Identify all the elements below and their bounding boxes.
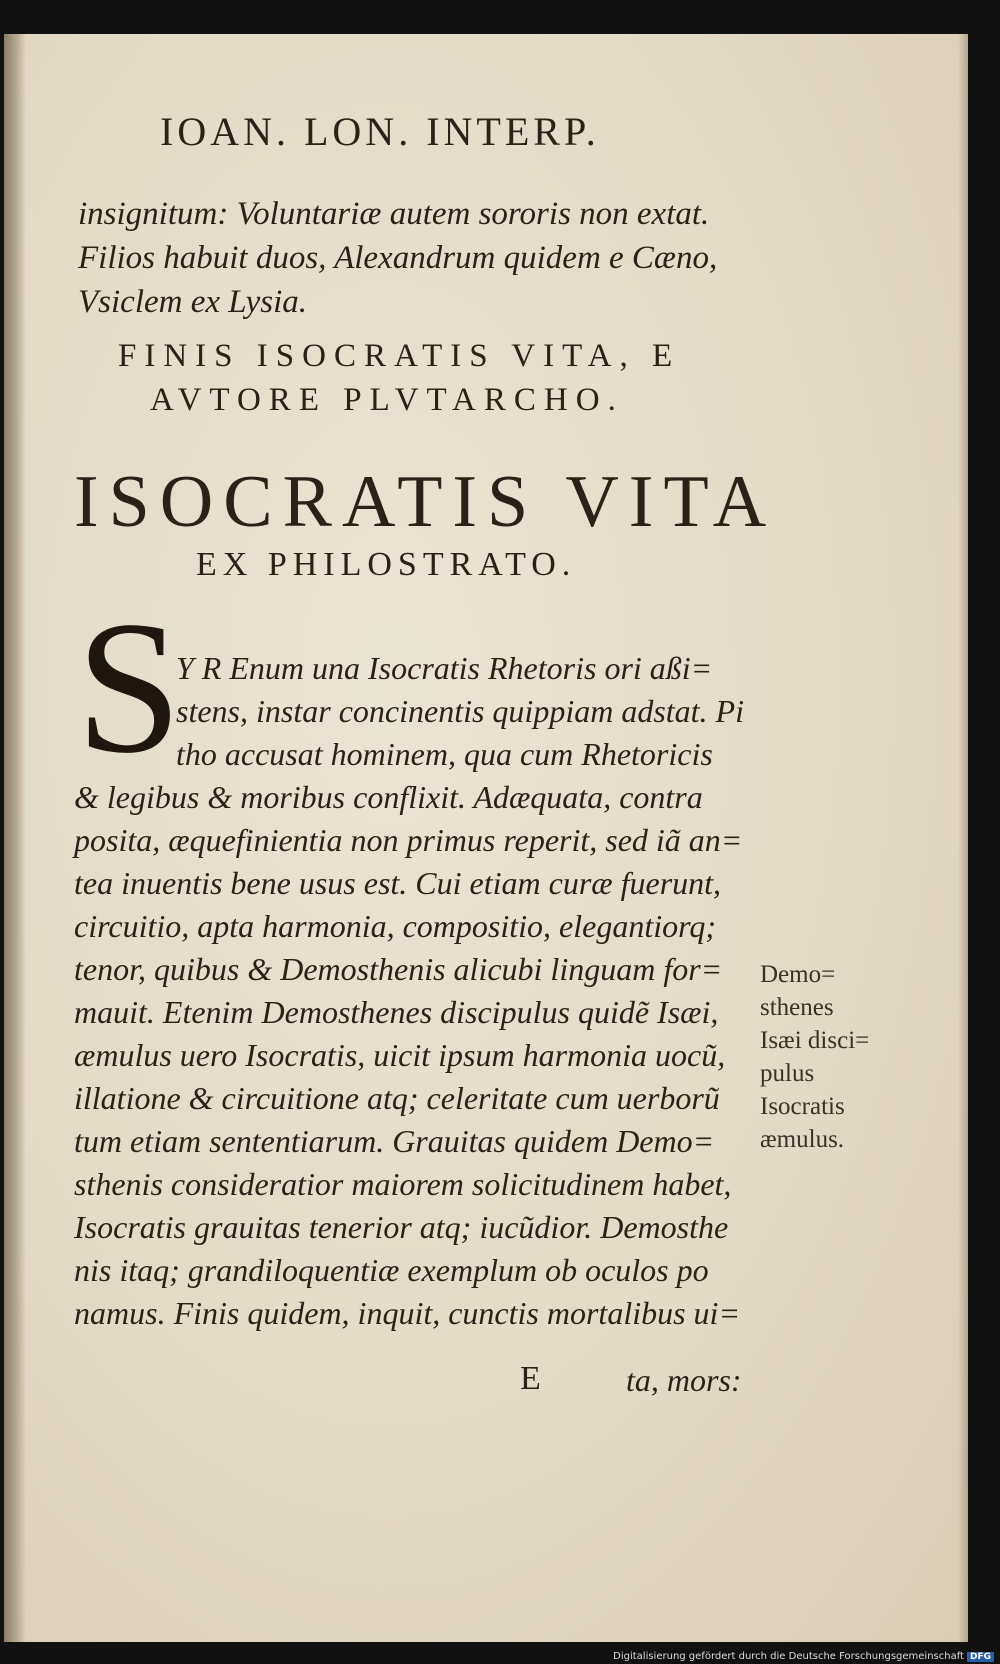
- margin-note-line: pulus: [760, 1060, 815, 1087]
- body-line: tenor, quibus & Demosthenis alicubi linguam for=: [74, 951, 723, 987]
- chapter-title: ISOCRATIS VITA: [74, 461, 777, 543]
- chapter-subtitle: EX PHILOSTRATO.: [196, 546, 577, 583]
- body-line: tea inuentis bene usus est. Cui etiam curæ fuerunt,: [74, 865, 722, 901]
- finis-line: AVTORE PLVTARCHO.: [150, 382, 624, 418]
- digitization-credit: [613, 1651, 994, 1662]
- signature-mark: E: [520, 1360, 541, 1397]
- page-gutter: [4, 34, 26, 1642]
- dfg-logo: DFG: [967, 1652, 994, 1662]
- text-line: insignitum: Voluntariæ autem sororis non extat.: [78, 196, 710, 232]
- running-header: IOAN. LON. INTERP.: [160, 109, 600, 154]
- text-line: Vsiclem ex Lysia.: [78, 284, 308, 320]
- margin-note-line: sthenes: [760, 994, 834, 1021]
- margin-note: [760, 958, 869, 1156]
- margin-note-line: Demo=: [760, 961, 836, 988]
- body-line: namus. Finis quidem, inquit, cunctis mortalibus ui=: [74, 1295, 741, 1331]
- body-line: tho accusat hominem, qua cum Rhetoricis: [176, 736, 713, 772]
- page-edge: [958, 34, 968, 1642]
- body-line: nis itaq; grandiloquentiæ exemplum ob oculos po: [74, 1252, 709, 1288]
- body-line: Isocratis grauitas tenerior atq; iucũdior. Demosthe: [74, 1209, 729, 1245]
- margin-note-line: æmulus.: [760, 1126, 845, 1153]
- body-line: æmulus uero Isocratis, uicit ipsum harmonia uocũ,: [74, 1037, 726, 1073]
- margin-note-line: Isæi disci=: [760, 1027, 870, 1054]
- body-line: illatione & circuitione atq; celeritate cum uerborũ: [74, 1080, 720, 1116]
- credit-text: Digitalisierung gefördert durch die Deutsche Forschungsgemeinschaft: [613, 1651, 964, 1662]
- finis-line: FINIS ISOCRATIS VITA, E: [118, 338, 681, 374]
- catchword: ta, mors:: [626, 1362, 742, 1398]
- body-line: stens, instar concinentis quippiam adstat. Pi: [176, 693, 744, 729]
- drop-capital: S: [76, 583, 182, 793]
- body-line: & legibus & moribus conflixit. Adæquata, contra: [74, 779, 703, 815]
- text-line: Filios habuit duos, Alexandrum quidem e Cæno,: [78, 240, 718, 276]
- body-line: sthenis consideratior maiorem solicitudinem habet,: [74, 1166, 732, 1202]
- body-line: posita, æquefinientia non primus reperit, sed iã an=: [74, 822, 743, 858]
- margin-note-line: Isocratis: [760, 1093, 845, 1120]
- body-line: Y R Enum una Isocratis Rhetoris ori aßi=: [176, 650, 713, 686]
- body-line: tum etiam sententiarum. Grauitas quidem Demo=: [74, 1123, 715, 1159]
- body-line: circuitio, apta harmonia, compositio, elegantiorq;: [74, 908, 717, 944]
- body-line: mauit. Etenim Demosthenes discipulus quidẽ Isæi,: [74, 994, 719, 1030]
